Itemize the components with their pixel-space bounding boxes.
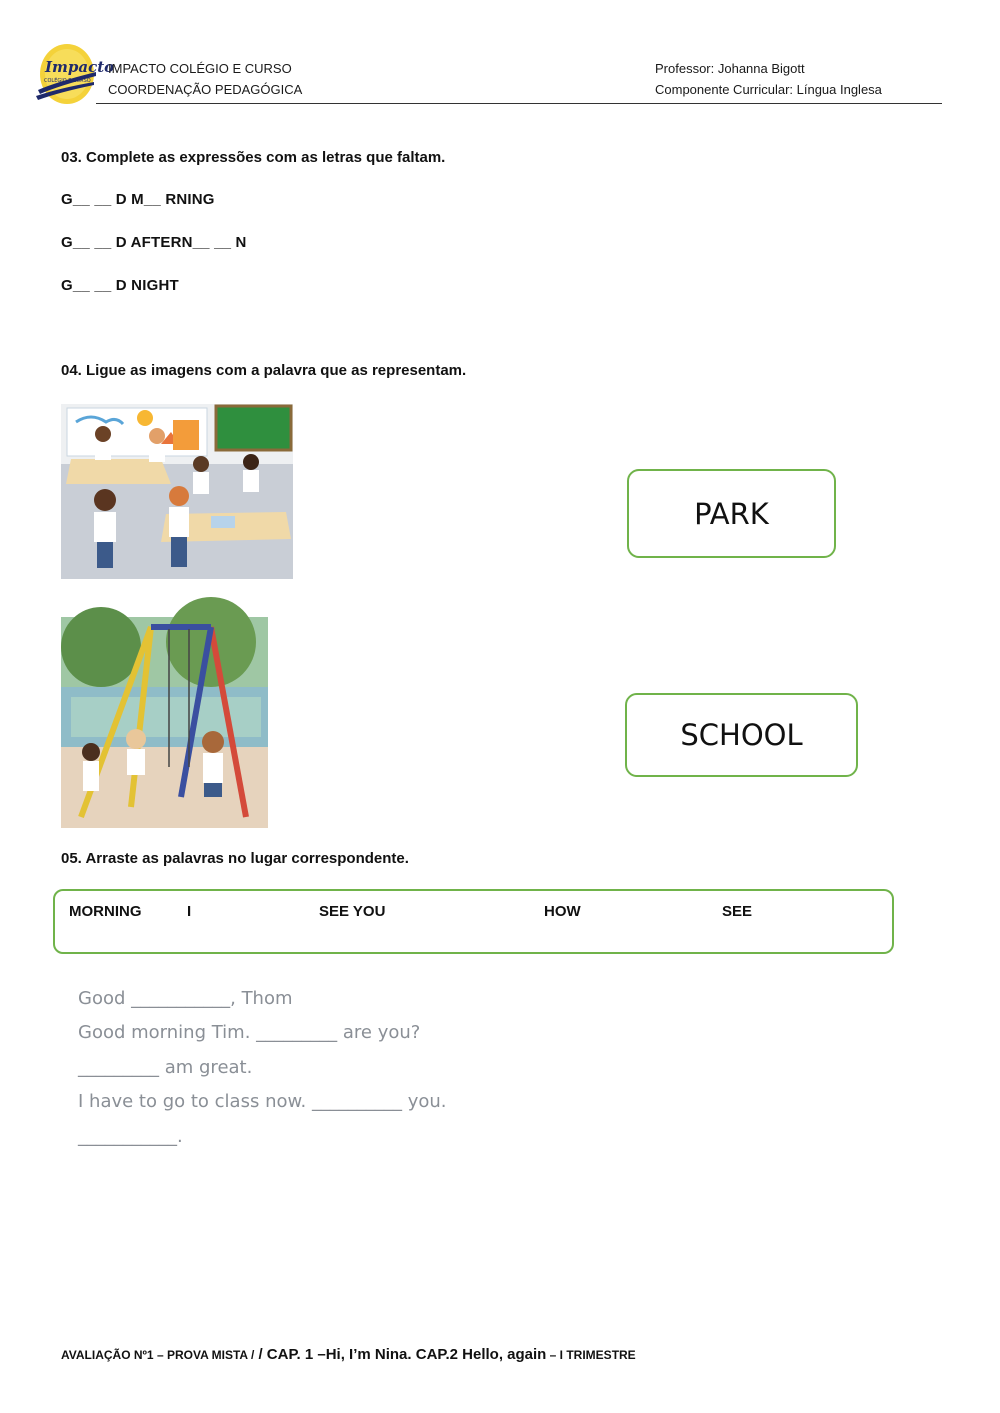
logo-text: Impacto	[45, 58, 115, 76]
school-logo	[36, 42, 115, 106]
classroom-image[interactable]	[61, 404, 293, 579]
q5-title: 05. Arraste as palavras no lugar correspondente.	[61, 850, 409, 867]
logo-subtext: COLÉGIO E CURSO	[44, 78, 91, 84]
word-bank	[53, 889, 894, 954]
dialogue-line-1: Good ___________, Thom	[78, 988, 293, 1009]
q3-line-1: G__ __ D M__ RNING	[61, 191, 215, 208]
subject-name: Componente Curricular: Língua Inglesa	[655, 82, 882, 97]
school-name: IMPACTO COLÉGIO E CURSO	[108, 61, 292, 76]
dialogue-line-3: _________ am great.	[78, 1057, 253, 1078]
dialogue-line-5: ___________.	[78, 1126, 183, 1147]
bank-word-how[interactable]: HOW	[544, 903, 581, 920]
teacher-name: Professor: Johanna Bigott	[655, 61, 805, 76]
q3-title: 03. Complete as expressões com as letras que faltam.	[61, 149, 446, 166]
footer-chapters: / CAP. 1 –Hi, I’m Nina. CAP.2 Hello, again	[254, 1346, 547, 1363]
header-left	[108, 58, 302, 100]
q4-title: 04. Ligue as imagens com a palavra que as representam.	[61, 362, 467, 379]
bank-word-morning[interactable]: MORNING	[69, 903, 142, 920]
header-divider	[96, 103, 942, 104]
park-image[interactable]	[61, 617, 268, 828]
word-school: SCHOOL	[680, 718, 803, 752]
footer-exam: AVALIAÇÃO Nº1 – PROVA MISTA /	[61, 1348, 255, 1362]
bank-word-i[interactable]: I	[187, 903, 192, 920]
dialogue-line-2: Good morning Tim. _________ are you?	[78, 1022, 421, 1043]
q3-line-2: G__ __ D AFTERN__ __ N	[61, 234, 247, 251]
footer-term: – I TRIMESTRE	[546, 1348, 636, 1362]
q3-line-3: G__ __ D NIGHT	[61, 277, 179, 294]
bank-word-see-you[interactable]: SEE YOU	[319, 903, 386, 920]
word-park: PARK	[694, 496, 769, 531]
word-box-park[interactable]	[627, 469, 836, 558]
header-right	[655, 58, 882, 100]
department: COORDENAÇÃO PEDAGÓGICA	[108, 82, 303, 97]
dialogue-line-4: I have to go to class now. __________ you.	[78, 1091, 447, 1112]
footer	[61, 1346, 636, 1364]
bank-word-see[interactable]: SEE	[722, 903, 753, 920]
word-box-school[interactable]	[625, 693, 858, 777]
